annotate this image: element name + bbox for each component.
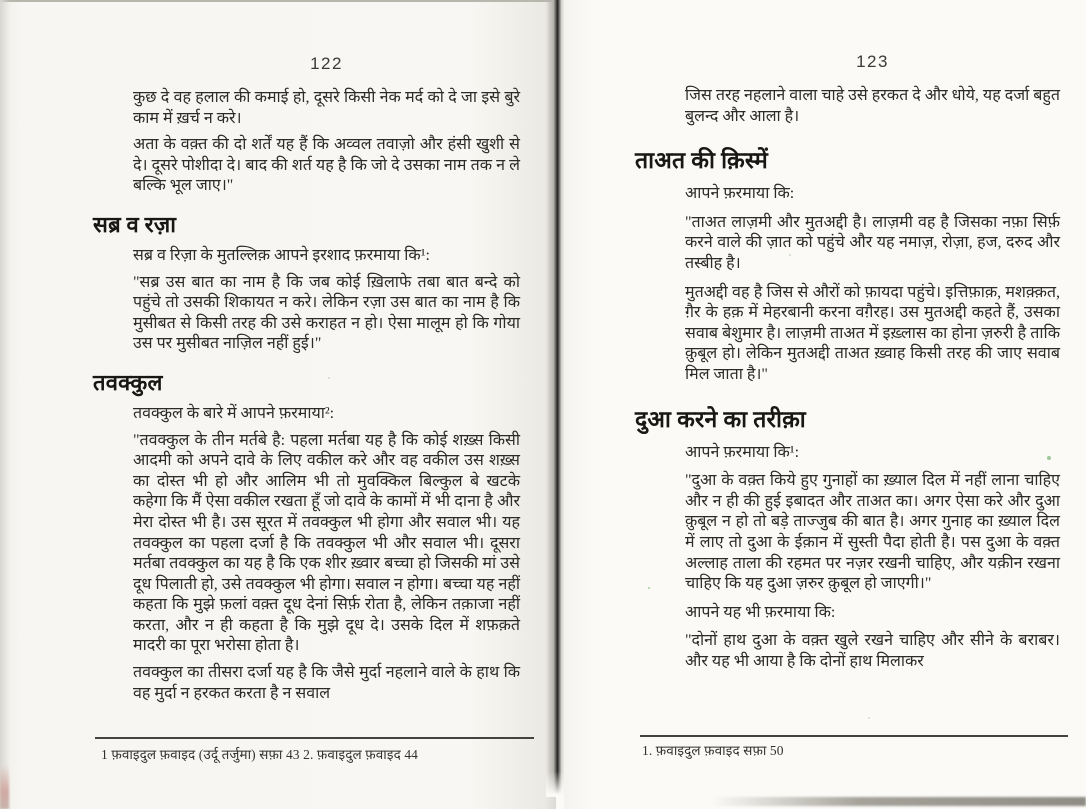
paragraph: मुतअद्दी वह है जिस से औरों को फ़ायदा पहुंचे। इत्तिफ़ाक़, मशक़्क़त, ग़ैर के हक़ में मेहरबानी करना वग़ैरह। उस मुतअद्दी कहते हैं, उसका सवाब बेशुमार है। लाज़मी ताअत में इख़्लास का होना ज़रुरी है ताकि क़ुबूल हो। लेकिन मुतअद्दी ताअत ख़्वाह किसी तरह की जाए सवाब मिल जाता है।" — [685, 283, 1060, 383]
paragraph: आपने फ़रमाया कि¹: — [685, 443, 800, 461]
paragraph: "दुआ के वक़्त किये हुए गुनाहों का ख़्याल दिल में नहीं लाना चाहिए और न ही की हुई इबादत और ताअत का। अगर ऐसा करे और दुआ क़ुबूल न हो तो बड़े ताज्जुब की बात है। अगर गुनाह का ख़्याल दिल में लाए तो दुआ के ईक़ान में सुस्ती पैदा होती है। पस दुआ के वक़्त अल्लाह ताला की रहमत पर नज़र रखनी चाहिए, और यक़ीन रखना चाहिए कि यह दुआ ज़रुर क़ुबूल हो जाएगी।" — [685, 472, 1060, 593]
footnote-divider-left — [95, 737, 534, 739]
page-number-right: 123 — [856, 52, 889, 71]
paragraph: "दोनों हाथ दुआ के वक़्त खुले रखने चाहिए और सीने के बराबर। और यह भी आया है कि दोनों हाथ मिलाकर — [685, 632, 1060, 670]
paragraph: सब्र व रिज़ा के मुतल्लिक़ आपने इरशाद फ़रमाया कि¹: — [133, 246, 430, 264]
page-left-content — [0, 2, 556, 704]
paragraph: अता के वक़्त की दो शर्तें यह हैं कि अव्वल तवाज़ो और हंसी खुशी से दे। दूसरे पोशीदा दे। बाद की शर्त यह है कि जो दे उसका नाम तक न ले बल्कि भूल जाए।" — [133, 136, 520, 195]
page-edge-shadow-bottom-right — [712, 797, 1086, 806]
paragraph: आपने यह भी फ़रमाया कि: — [685, 603, 836, 621]
section-heading-taat-ki-qismen: ताअत की क़िस्में — [635, 148, 768, 174]
footnote-divider-right — [640, 735, 1068, 737]
page-edge-shadow-left — [0, 0, 10, 809]
scan-specks — [1047, 456, 1051, 460]
book-spine-gutter — [546, 0, 566, 797]
paragraph: जिस तरह नहलाने वाला चाहे उसे हरकत दे और धोये, यह दर्जा बहुत बुलन्द और आला है। — [685, 87, 1060, 125]
paragraph: "सब्र उस बात का नाम है कि जब कोई ख़िलाफे तबा बात बन्दे को पहुंचे तो उसकी शिकायत न करे। लेकिन रज़ा उस बात का नाम है कि मुसीबत से किसी तरह की उसे कराहत न हो। ऐसा मालूम हो कि गोया उस पर मुसीबत नाज़िल नहीं हुई।" — [133, 273, 520, 353]
footnote-left: 1 फ़वाइदुल फ़वाइद (उर्दू तर्जुमा) सफ़ा 43 2. फ़वाइदुल फ़वाइद 44 — [101, 747, 419, 762]
page-right-123 — [564, 0, 1086, 809]
footnote-right: 1. फ़वाइदुल फ़वाइद सफ़ा 50 — [642, 743, 784, 758]
scan-smudge-bottom-left — [0, 765, 9, 809]
paragraph: कुछ दे वह हलाल की कमाई हो, दूसरे किसी नेक मर्द को दे जा इसे बुरे काम में ख़र्च न करे। — [133, 89, 520, 127]
page-number-left: 122 — [310, 54, 343, 73]
section-heading-tawakkul: तवक्कुल — [93, 369, 163, 395]
paragraph: आपने फ़रमाया कि: — [685, 185, 795, 203]
paragraph: तवक्कुल के बारे में आपने फ़रमाया²: — [133, 404, 335, 422]
section-heading-sabr-wa-raza: सब्र व रज़ा — [93, 211, 177, 237]
paragraph: "तवक्कुल के तीन मर्तबे है: पहला मर्तबा यह है कि कोई शख़्स किसी आदमी को अपने दावे के लिए वकील करे और वह वकील उस शख़्स का दोस्त भी हो और आलिम भी तो मुवक्किल बिल्कुल बे खटके कहेगा कि मैं ऐसा वकील रखता हूँ जो दावे के कामों में भी दाना है और मेरा दोस्त भी है। उस सूरत में तवक्कुल भी होगा और सवाल भी। यह तवक्कुल का पहला दर्जा है कि तवक्कुल भी और सवाल भी। दूसरा मर्तबा तवक्कुल का यह है कि एक शीर ख़्वार बच्चा हो जिसकी मां उसे दूध पिलाती हो, उसे तवक्कुल भी होगा। सवाल न होगा। बच्चा यह नहीं कहता कि मुझे फ़लां वक़्त दूध देनां सिर्फ़ रोता है, लेकिन तक़ाजा नहीं करता, और न ही कहता है कि मुझे दूध दे। उसके दिल में शफ़क़ते मादरी का पूरा भरोसा होता है। — [133, 431, 520, 655]
paragraph: तवक्कुल का तीसरा दर्जा यह है कि जैसे मुर्दा नहलाने वाले के हाथ कि वह मुर्दा न हरकत करता है न सवाल — [133, 664, 520, 702]
section-heading-dua-karne-ka-tariqa: दुआ करने का तरीक़ा — [635, 406, 806, 432]
paragraph: "ताअत लाज़मी और मुतअद्दी है। लाज़मी वह है जिसका नफ़ा सिर्फ़ करने वाले की ज़ात को पहुंचे और यह नमाज़, रोज़ा, हज, दरुद और तस्बीह है। — [685, 213, 1060, 272]
page-right-content — [564, 0, 1086, 672]
